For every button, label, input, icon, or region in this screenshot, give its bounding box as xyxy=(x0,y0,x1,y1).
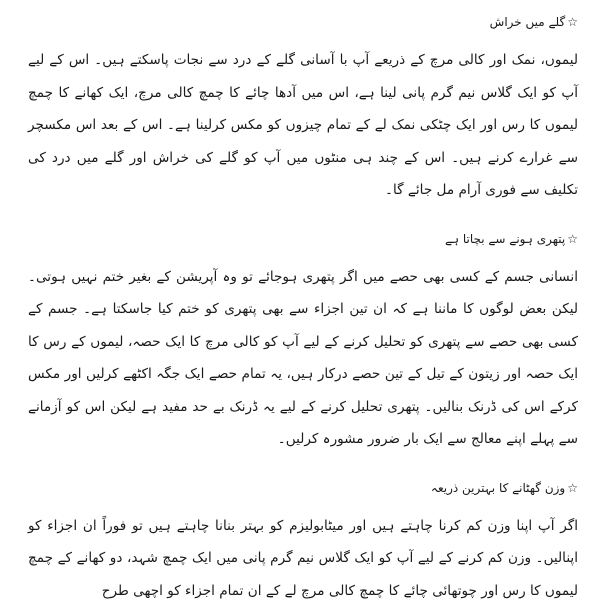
heading-text: وزن گھٹانے کا بہترین ذریعہ xyxy=(431,481,565,495)
heading-text: پتھری ہونے سے بچاتا ہے xyxy=(445,232,565,246)
section-heading xyxy=(28,476,578,500)
section-heading xyxy=(28,227,578,251)
section-kidney-stone xyxy=(28,227,578,456)
heading-text: گلے میں خراش xyxy=(490,15,566,29)
star-icon: ☆ xyxy=(567,481,578,495)
section-paragraph: لیموں، نمک اور کالی مرچ کے ذریعے آپ با آسانی گلے کے درد سے نجات پاسکتے ہیں۔ اس کے لیے آپ کو ایک گلاس نیم گرم پانی لینا ہے، اس میں آدھا چائے کا چمچ کالی مرچ، ایک کھانے کا چمچ لیموں کا رس اور ایک چٹکی نمک لے کے تمام چیزوں کو مکس کرلینا ہے۔ اس کے بعد اس مکسچر سے غرارے کرنے ہیں۔ اس کے چند ہی منٹوں میں آپ کو گلے کی خراش اور گلے میں درد کی تکلیف سے فوری آرام مل جائے گا۔ xyxy=(28,44,578,207)
section-paragraph: اگر آپ اپنا وزن کم کرنا چاہتے ہیں اور میٹابولیزم کو بہتر بنانا چاہتے ہیں تو فوراً ان اجزاء کو اپنالیں۔ وزن کم کرنے کے لیے آپ کو ایک گلاس نیم گرم پانی میں ایک چمچ شہد، دو کھانے کے چمچ لیموں کا رس اور چوتھائی چائے کا چمچ کالی مرچ لے کے ان تمام اجزاء کو اچھی طرح xyxy=(28,510,578,607)
star-icon: ☆ xyxy=(567,232,578,246)
section-heading xyxy=(28,10,578,34)
section-paragraph: انسانی جسم کے کسی بھی حصے میں اگر پتھری ہوجائے تو وہ آپریشن کے بغیر ختم نہیں ہوتی۔ لیکن بعض لوگوں کا ماننا ہے کہ ان تین اجزاء سے بھی پتھری کو ختم کیا جاسکتا ہے۔ جسم کے کسی بھی حصے سے پتھری کو تحلیل کرنے کے لیے آپ کو کالی مرچ کا ایک حصہ، لیموں کے رس کا ایک حصہ اور زیتون کے تیل کے تین حصے درکار ہیں، یہ تمام حصے ایک جگہ اکٹھے کرلیں اور مکس کرکے اس کی ڈرنک بنالیں۔ پتھری تحلیل کرنے کے لیے یہ ڈرنک بے حد مفید ہے لیکن اس کو آزمانے سے پہلے اپنے معالج سے ایک بار ضرور مشورہ کرلیں۔ xyxy=(28,261,578,456)
section-weight-loss xyxy=(28,476,578,607)
star-icon: ☆ xyxy=(567,15,578,29)
section-sore-throat xyxy=(28,10,578,207)
